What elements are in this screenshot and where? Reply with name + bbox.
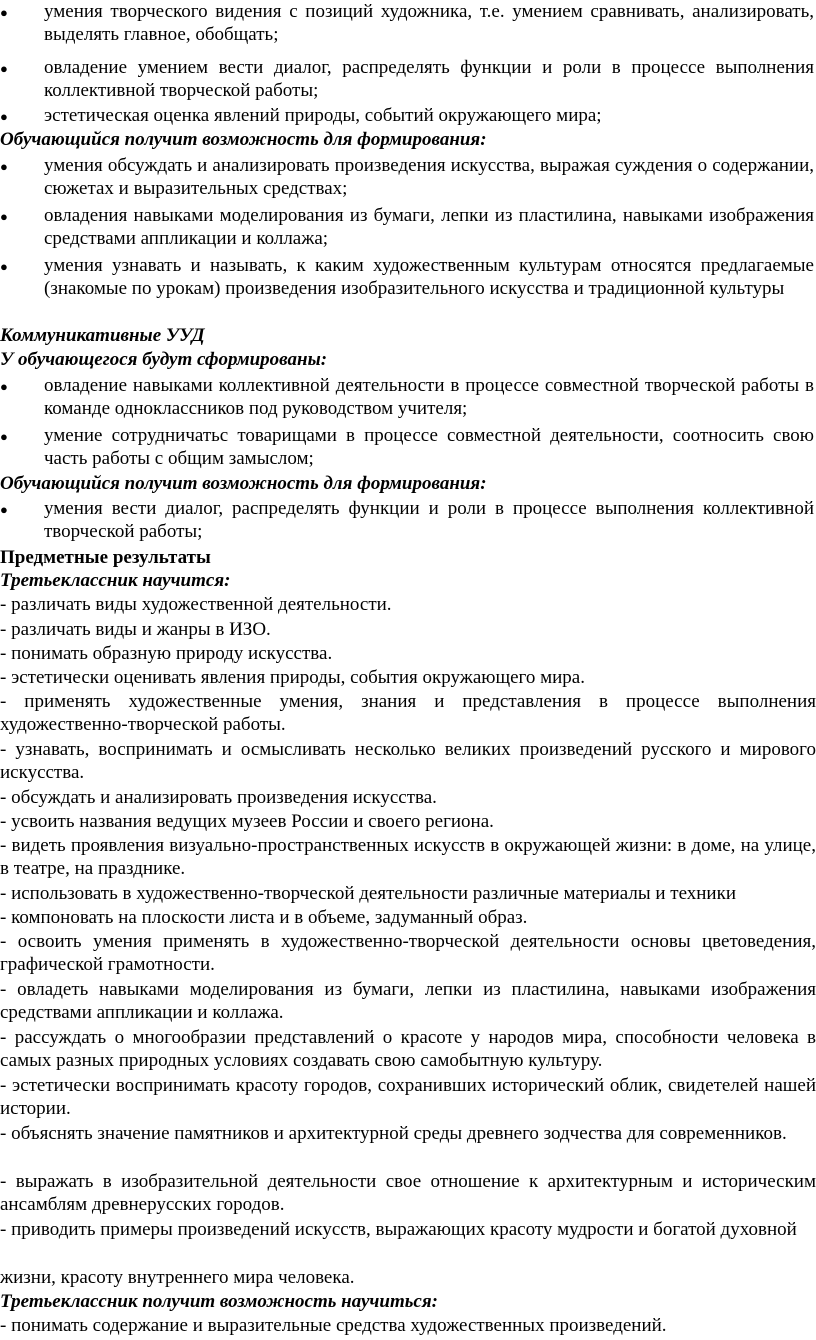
- list-item: - приводить примеры произведений искусств, выражающих красоту мудрости и богатой духовной: [0, 1219, 797, 1240]
- list-item-text: умения творческого видения с позиций художника, т.е. умением сравнивать, анализировать, выделять главное, обобщать;: [44, 1, 814, 45]
- list-item: - эстетически воспринимать красоту городов, сохранивших исторический облик, свидетелей нашей истории.: [0, 1075, 816, 1119]
- list-item: - обсуждать и анализировать произведения искусства.: [0, 787, 437, 808]
- list-item: - различать виды и жанры в ИЗО.: [0, 619, 271, 640]
- bullet-icon: ●: [0, 109, 8, 124]
- list-item: жизни, красоту внутреннего мира человека.: [0, 1267, 355, 1288]
- list-item: - овладеть навыками моделирования из бумаги, лепки из пластилина, навыками изображения средствами аппликации и коллажа.: [0, 979, 816, 1023]
- list-item-text: умения узнавать и называть, к каким художественным культурам относятся предлагаемые (знакомые по урокам) произведения изобразительного искусства и традиционной культуры: [44, 255, 814, 299]
- bullet-icon: ●: [0, 5, 8, 20]
- section-heading: Обучающийся получит возможность для формирования:: [0, 129, 487, 150]
- list-item: - использовать в художественно-творческой деятельности различные материалы и техники: [0, 883, 736, 904]
- bullet-icon: ●: [0, 259, 8, 274]
- list-item: - выражать в изобразительной деятельности свое отношение к архитектурным и историческим ансамблям древнерусских городов.: [0, 1171, 816, 1215]
- list-item-text: умение сотрудничатьс товарищами в процессе совместной деятельности, соотносить свою часть работы с общим замыслом;: [44, 425, 814, 469]
- section-heading: У обучающегося будут сформированы:: [0, 349, 328, 370]
- list-item: - усвоить названия ведущих музеев России и своего региона.: [0, 811, 494, 832]
- list-item: - видеть проявления визуально-пространственных искусств в окружающей жизни: в доме, на улице, в театре, на празднике.: [0, 835, 816, 879]
- list-item: - рассуждать о многообразии представлений о красоте у народов мира, способности человека в самых разных природных условиях создавать свою самобытную культуру.: [0, 1027, 816, 1071]
- list-item-text: овладения навыками моделирования из бумаги, лепки из пластилина, навыками изображения средствами аппликации и коллажа;: [44, 205, 814, 249]
- section-heading: Третьеклассник научится:: [0, 570, 231, 591]
- list-item: - компоновать на плоскости листа и в объеме, задуманный образ.: [0, 907, 528, 928]
- list-item-text: овладение умением вести диалог, распределять функции и роли в процессе выполнения коллективной творческой работы;: [44, 57, 814, 101]
- section-heading: Коммуникативные УУД: [0, 325, 205, 346]
- bullet-icon: ●: [0, 61, 8, 76]
- section-heading: Обучающийся получит возможность для формирования:: [0, 473, 487, 494]
- list-item-text: эстетическая оценка явлений природы, событий окружающего мира;: [44, 105, 602, 126]
- bullet-icon: ●: [0, 429, 8, 444]
- list-item: - различать виды художественной деятельности.: [0, 594, 392, 615]
- bullet-icon: ●: [0, 502, 8, 517]
- list-item: - освоить умения применять в художественно-творческой деятельности основы цветоведения, графической грамотности.: [0, 931, 816, 975]
- bullet-icon: ●: [0, 209, 8, 224]
- bullet-icon: ●: [0, 159, 8, 174]
- bullet-icon: ●: [0, 379, 8, 394]
- list-item-text: умения вести диалог, распределять функции и роли в процессе выполнения коллективной творческой работы;: [44, 498, 814, 542]
- list-item: - применять художественные умения, знания и представления в процессе выполнения художественно-творческой работы.: [0, 691, 816, 735]
- list-item-text: умения обсуждать и анализировать произведения искусства, выражая суждения о содержании, сюжетах и выразительных средствах;: [44, 155, 814, 199]
- list-item: - понимать образную природу искусства.: [0, 643, 333, 664]
- list-item: - объяснять значение памятников и архитектурной среды древнего зодчества для современников.: [0, 1123, 787, 1144]
- list-item: - узнавать, воспринимать и осмысливать несколько великих произведений русского и мирового искусства.: [0, 739, 816, 783]
- list-item: - понимать содержание и выразительные средства художественных произведений.: [0, 1315, 667, 1336]
- list-item-text: овладение навыками коллективной деятельности в процессе совместной творческой работы в команде одноклассников под руководством учителя;: [44, 375, 814, 419]
- section-heading: Третьеклассник получит возможность научиться:: [0, 1291, 438, 1312]
- section-heading: Предметные результаты: [0, 547, 211, 568]
- list-item: - эстетически оценивать явления природы, события окружающего мира.: [0, 667, 585, 688]
